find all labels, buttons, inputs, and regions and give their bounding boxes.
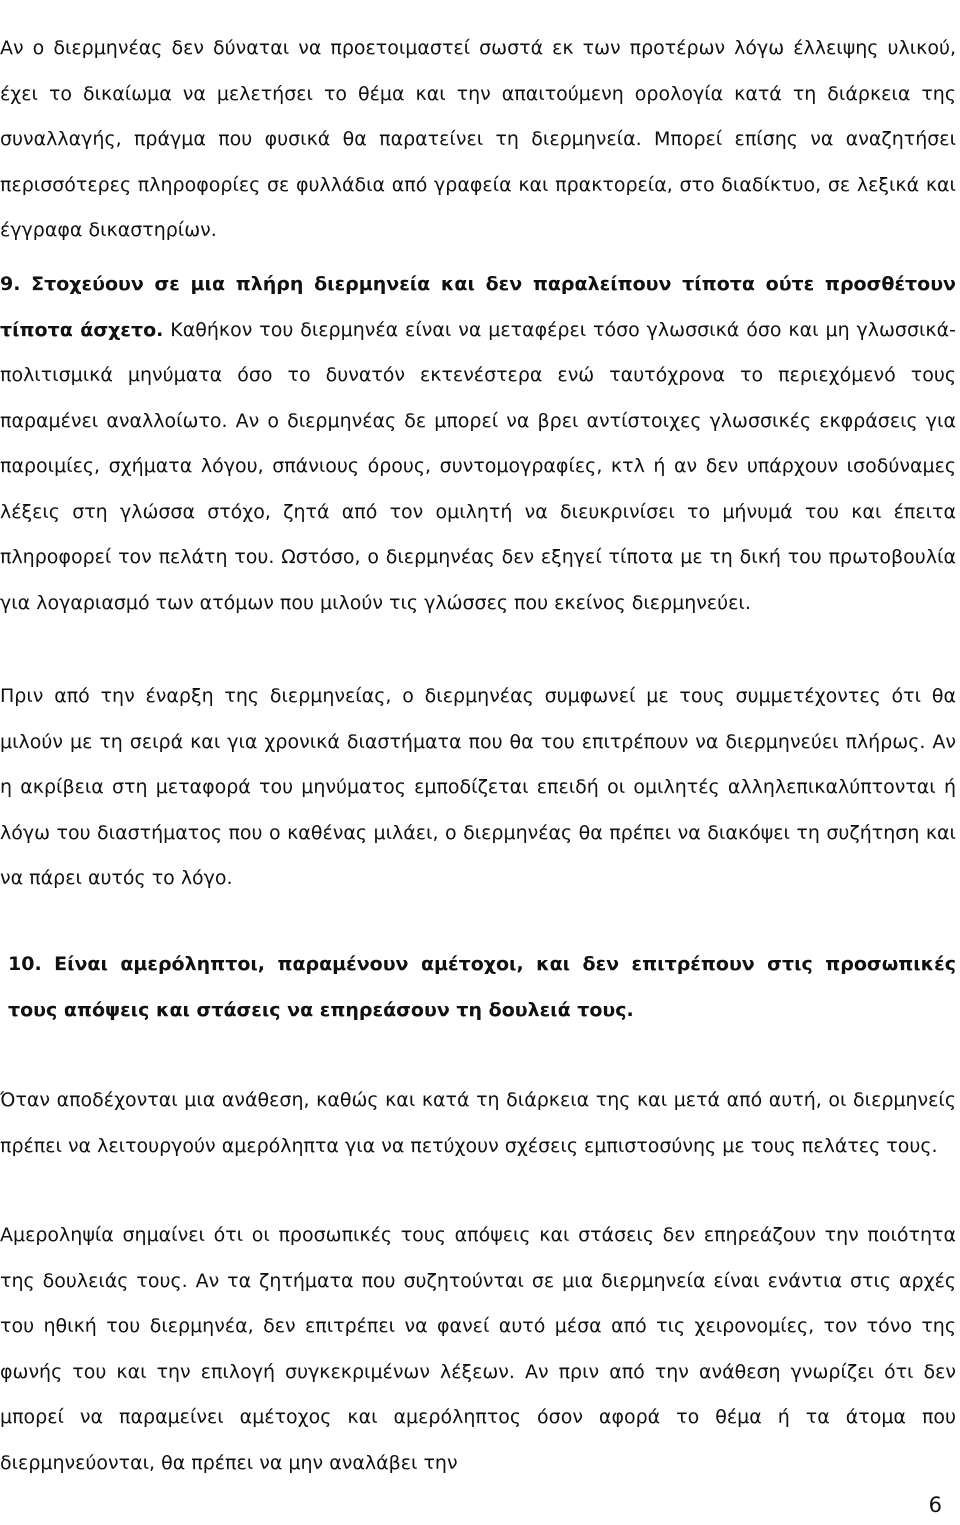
paragraph-impartiality-trust: Όταν αποδέχονται μια ανάθεση, καθώς και κατά τη διάρκεια της και μετά από αυτή, οι διερμηνείς πρέπει να λειτουργούν αμερόληπτα για να πετύχουν σχέσεις εμπιστοσύνης με τους πελάτες τους.: [0, 1089, 956, 1157]
paragraph-impartiality-definition: Αμεροληψία σημαίνει ότι οι προσωπικές τους απόψεις και στάσεις δεν επηρεάζουν την ποιότητα της δουλειάς τους. Αν τα ζητήματα που συζητούνται σε μια διερμηνεία είναι ενάντια στις αρχές του ηθική του διερμηνέα, δεν επιτρέπει να φανεί αυτό μέσα από τις χειρονομίες, τον τόνο της φωνής του και την επιλογή συγκεκριμένων λέξεων. Αν πριν από την ανάθεση γνωρίζει ότι δεν μπορεί να παραμείνει αμέτοχος και αμερόληπτος όσον αφορά το θέμα ή τα άτομα που διερμηνεύονται, θα πρέπει να μην αναλάβει την: [0, 1224, 956, 1474]
section-9-body: Καθήκον του διερμηνέα είναι να μεταφέρει τόσο γλωσσικά όσο και μη γλωσσικά-πολιτισμικά μηνύματα όσο το δυνατόν εκτενέστερα ενώ ταυτόχρονα το περιεχόμενό τους παραμένει αναλλοίωτο. Αν ο διερμηνέας δε μπορεί να βρει αντίστοιχες γλωσσικές εκφράσεις για παροιμίες, σχήματα λόγου, σπάνιους όρους, συντομογραφίες, κτλ ή αν δεν υπάρχουν ισοδύναμες λέξεις στη γλώσσα στόχο, ζητά από τον ομιλητή να διευκρινίσει το μήνυμά του και έπειτα πληροφορεί τον πελάτη του. Ωστόσο, ο διερμηνέας δεν εξηγεί τίποτα με τη δική του πρωτοβουλία για λογαριασμό των ατόμων που μιλούν τις γλώσσες που εκείνος διερμηνεύει.: [0, 318, 957, 614]
paragraph-turn-taking: Πριν από την έναρξη της διερμηνείας, ο διερμηνέας συμφωνεί με τους συμμετέχοντες ότι θα μιλούν με τη σειρά και για χρονικά διαστήματα που θα του επιτρέπουν να διερμηνεύει πλήρως. Αν η ακρίβεια στη μεταφορά του μηνύματος εμποδίζεται επειδή οι ομιλητές αλληλεπικαλύπτονται ή λόγω του διαστήματος που ο καθένας μιλάει, ο διερμηνέας θα πρέπει να διακόψει τη συζήτηση και να πάρει αυτός το λόγο.: [0, 685, 956, 889]
paragraph-material-preparation: Αν ο διερμηνέας δεν δύναται να προετοιμαστεί σωστά εκ των προτέρων λόγω έλλειψης υλικού, έχει το δικαίωμα να μελετήσει το θέμα και την απαιτούμενη ορολογία κατά τη διάρκεια της συναλλαγής, πράγμα που φυσικά θα παρατείνει τη διερμηνεία. Μπορεί επίσης να αναζητήσει περισσότερες πληροφορίες σε φυλλάδια από γραφεία και πρακτορεία, στο διαδίκτυο, σε λεξικά και έγγραφα δικαστηρίων.: [0, 37, 956, 241]
section-9: [0, 262, 956, 626]
section-9-heading: 9. Στοχεύουν σε μια πλήρη διερμηνεία και δεν παραλείπουν τίποτα ούτε προσθέτουν τίποτα άσχετο.: [0, 273, 956, 341]
page-number: 6: [928, 1493, 942, 1517]
section-10-heading-text: 10. Είναι αμερόληπτοι, παραμένουν αμέτοχοι, και δεν επιτρέπουν στις προσωπικές τους απόψεις και στάσεις να επηρεάσουν τη δουλειά τους.: [8, 953, 956, 1021]
section-10-heading: [8, 942, 956, 1033]
